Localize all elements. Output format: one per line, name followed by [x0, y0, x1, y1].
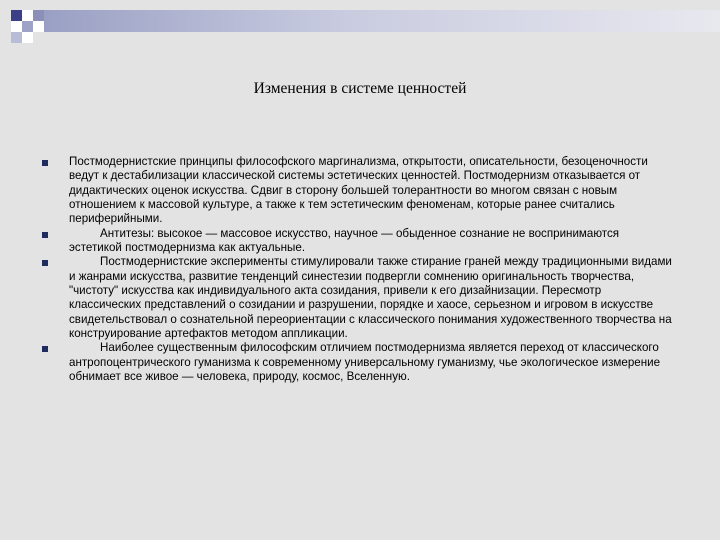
bullet-item [42, 155, 674, 227]
decorative-square [22, 32, 33, 43]
decorative-square [11, 10, 22, 21]
decorative-square [11, 21, 22, 32]
decorative-header-band [0, 0, 720, 44]
decorative-square [33, 10, 44, 21]
square-bullet-icon [42, 346, 48, 352]
square-bullet-icon [42, 260, 48, 266]
decorative-square [22, 21, 33, 32]
square-bullet-icon [42, 160, 48, 166]
header-gradient-bar [44, 10, 720, 32]
bullet-list [42, 155, 674, 385]
bullet-text: Антитезы: высокое — массовое искусство, научное — обыденное сознание не воспринимаются эстетикой постмодернизма как актуальные. [69, 226, 620, 255]
decorative-square [33, 21, 44, 32]
bullet-item [42, 255, 674, 341]
bullet-text: Наиболее существенным философским отличием постмодернизма является переход от классического антропоцентрического гуманизма к современному универсальному гуманизму, чье экологическое измерение обнимает все живое — человека, природу, космос, Вселенную. [69, 341, 661, 384]
decorative-square [11, 32, 22, 43]
bullet-text: Постмодернистские эксперименты стимулировали также стирание граней между традиционными видами и жанрами искусства, развитие тенденций синестезии подвергли сомнению оригинальность творчества, "чистоту" искусства как индивидуального акта созидания, привели к его дизайнизации. Пересмотр классических представлений о созидании и разрушении, порядке и хаосе, серьезном и игровом в искусстве свидетельствовал о сознательной переориентации с классического понимания художественного творчества на конструирование артефактов методом аппликации. [69, 255, 672, 341]
slide-title: Изменения в системе ценностей [253, 80, 467, 97]
bullet-text: Постмодернистские принципы философского маргинализма, открытости, описательности, безоценочности ведут к дестабилизации классической системы эстетических ценностей. Постмодернизм отказывается от дидактических оценок искусства. Сдвиг в сторону большей толерантности во многом связан с новым отношением к массовой культуре, а также к тем эстетическим феноменам, которые ранее считались периферийными. [69, 155, 648, 226]
decorative-square [22, 10, 33, 21]
bullet-item [42, 227, 674, 256]
square-bullet-icon [42, 232, 48, 238]
bullet-item [42, 341, 674, 384]
